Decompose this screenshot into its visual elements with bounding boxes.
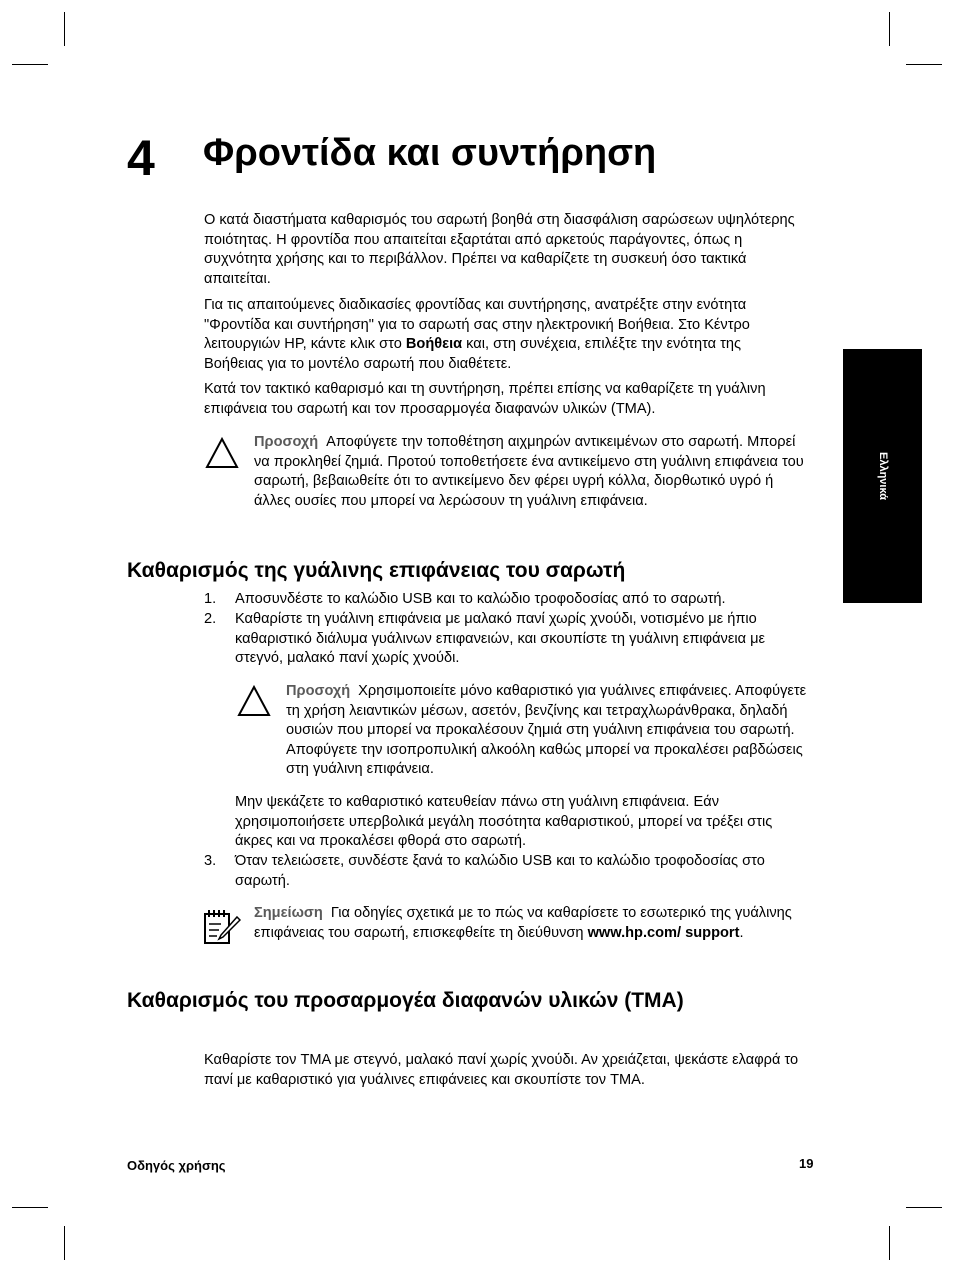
section-heading-glass: Καθαρισμός της γυάλινης επιφάνειας του σαρωτή <box>127 559 626 582</box>
page-number: 19 <box>799 1156 814 1171</box>
caution-triangle-icon <box>205 437 239 469</box>
caution-note <box>286 682 808 780</box>
intro-text: και, στη συνέχεια, επιλέξτε την ενότητα της Βοήθειας για το μοντέλο σαρωτή που διαθέτετε. <box>204 336 742 372</box>
caution-label: Προσοχή <box>254 434 319 450</box>
caution-note <box>254 433 804 511</box>
caution-label: Προσοχή <box>286 683 351 699</box>
note <box>254 904 809 943</box>
footer-guide-title: Οδηγός χρήσης <box>127 1158 226 1173</box>
caution-triangle-icon <box>237 685 271 717</box>
note-text: Για οδηγίες σχετικά με το πώς να καθαρίσετε το εσωτερικό της γυάλινης επιφάνειας του σαρωτή, επισκεφθείτε τη διεύθυνση <box>254 905 792 941</box>
help-term: Βοήθεια <box>405 336 463 353</box>
section-heading-tma: Καθαρισμός του προσαρμογέα διαφανών υλικών (TMA) <box>127 989 684 1012</box>
chapter-number: 4 <box>127 130 155 186</box>
step-number: 3. <box>204 853 217 869</box>
note-label: Σημείωση <box>254 905 323 921</box>
intro-paragraph-2 <box>204 296 804 374</box>
tma-paragraph: Καθαρίστε τον TMA με στεγνό, μαλακό πανί χωρίς χνούδι. Αν χρειάζεται, ψεκάστε ελαφρά το πανί με καθαριστικό για γυάλινες επιφάνειες και σκουπίστε τον TMA. <box>204 1052 799 1088</box>
caution-text: Χρησιμοποιείτε μόνο καθαριστικό για γυάλινες επιφάνειες. Αποφύγετε τη χρήση λειαντικών μέσων, ασετόν, βενζίνης και τετραχλωράνθρακα, δηλαδή ουσιών που μπορεί να προκαλέσουν ζημιά στη γυάλινη επιφάνεια του σαρωτή. Αποφύγετε την ισοπροπυλική αλκοόλη καθώς μπορεί να προκαλέσει ραβδώσεις στη γυάλινη επιφάνεια. <box>286 683 807 778</box>
crop-mark <box>64 1226 65 1260</box>
crop-mark <box>889 12 890 46</box>
intro-paragraph-1: Ο κατά διαστήματα καθαρισμός του σαρωτή βοηθά στη διασφάλιση σαρώσεων υψηλότερης ποιότητας. Η φροντίδα που απαιτείται εξαρτάται από αρκετούς παράγοντες, όπως η συχνότητα χρήσης και το περιβάλλον. Πρέπει να καθαρίζετε τη συσκευή όσο τακτικά απαιτείται. <box>204 212 795 287</box>
chapter-title: Φροντίδα και συντήρηση <box>203 132 657 174</box>
crop-mark <box>64 12 65 46</box>
step-number: 2. <box>204 611 217 627</box>
crop-mark <box>906 64 942 65</box>
crop-mark <box>12 64 48 65</box>
crop-mark <box>889 1226 890 1260</box>
crop-mark <box>906 1207 942 1208</box>
intro-paragraph-3: Κατά τον τακτικό καθαρισμό και τη συντήρηση, πρέπει επίσης να καθαρίζετε τη γυάλινη επιφάνεια του σαρωτή και τον προσαρμογέα διαφανών υλικών (TMA). <box>204 381 766 417</box>
spray-warning: Μην ψεκάζετε το καθαριστικό κατευθείαν πάνω στη γυάλινη επιφάνεια. Εάν χρησιμοποιήσετε υπερβολικά μεγάλη ποσότητα καθαριστικού, μπορεί να τρέξει στις άκρες και να προκαλέσει φθορά στο σαρωτή. <box>235 794 773 850</box>
crop-mark <box>12 1207 48 1208</box>
support-link[interactable]: www.hp.com/ support <box>587 924 740 941</box>
note-pad-icon <box>203 908 241 946</box>
language-tab-label: Ελληνικά <box>876 452 889 500</box>
intro-text: Για τις απαιτούμενες διαδικασίες φροντίδας και συντήρησης, ανατρέξτε στην ενότητα "Φροντίδα και συντήρηση" για το σαρωτή σας στην ηλεκτρονική Βοήθεια. Στο Κέντρο λειτουργιών HP, κάντε κλικ στο <box>204 297 750 353</box>
caution-text: Αποφύγετε την τοποθέτηση αιχμηρών αντικειμένων στο σαρωτή. Μπορεί να προκληθεί ζημιά. Προτού τοποθετήσετε ένα αντικείμενο στη γυάλινη επιφάνεια του σαρωτή, βεβαιωθείτε ότι το αντικείμενο δεν φέρει υγρή κόλλα, διορθωτικό υγρό ή άλλες ουσίες που μπορεί να λερώσουν τη γυάλινη επιφάνεια. <box>254 434 804 509</box>
language-tab <box>843 349 922 603</box>
step-text: Αποσυνδέστε το καλώδιο USB και το καλώδιο τροφοδοσίας από το σαρωτή. <box>235 591 726 607</box>
step-text: Καθαρίστε τη γυάλινη επιφάνεια με μαλακό πανί χωρίς χνούδι, νοτισμένο με ήπιο καθαριστικό διάλυμα γυάλινων επιφανειών, και σκουπίστε τη γυάλινη επιφάνεια με στεγνό, μαλακό πανί χωρίς χνούδι. <box>235 611 765 667</box>
note-end: . <box>739 924 744 941</box>
step-number: 1. <box>204 591 217 607</box>
step-text: Όταν τελειώσετε, συνδέστε ξανά το καλώδιο USB και το καλώδιο τροφοδοσίας στο σαρωτή. <box>235 853 765 889</box>
